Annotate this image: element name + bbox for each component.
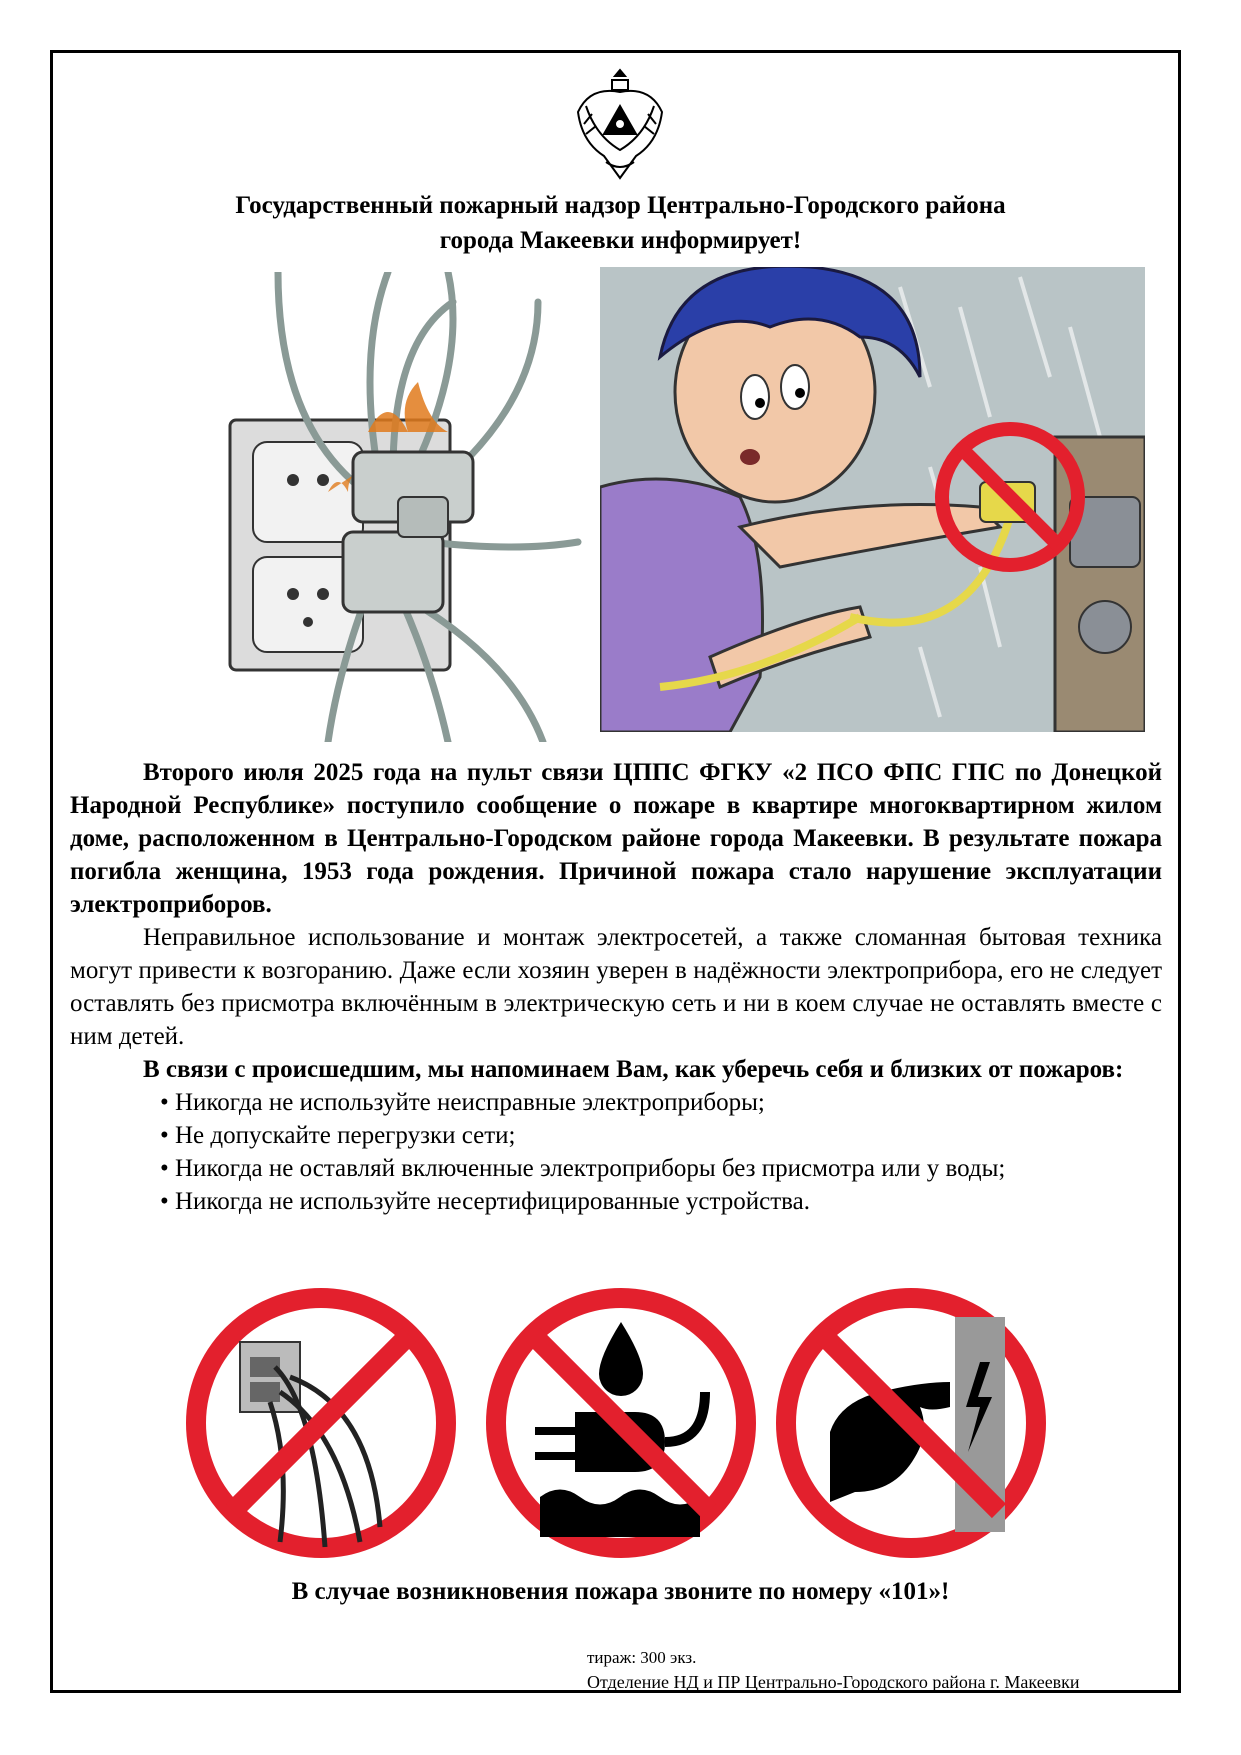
no-touch-electric-sign-icon bbox=[770, 1282, 1052, 1564]
emergency-call-line: В случае возникновения пожара звоните по номеру «101»! bbox=[291, 1578, 950, 1605]
warning-paragraph: Неправильное использование и монтаж электросетей, а также сломанная бытовая техника могут привести к возгоранию. Даже если хозяин уверен в надёжности электроприбора, его не следует оставлять без присмотра включённым в электрическую сеть и ни в коем случае не оставлять вместе с ним детей. bbox=[70, 924, 1162, 1050]
title-line-2: города Макеевки информирует! bbox=[439, 227, 802, 254]
list-item: • Никогда не используйте несертифицированные устройства. bbox=[160, 1188, 810, 1215]
incident-paragraph: Второго июля 2025 года на пульт связи ЦППС ФГКУ «2 ПСО ФПС ГПС по Донецкой Народной Республике» поступило сообщение о пожаре в квартире многоквартирном жилом доме, расположенном в Центрально-Городском районе города Макеевки. В результате пожара погибла женщина, 1953 года рождения. Причиной пожара стало нарушение эксплуатации электроприборов. bbox=[70, 759, 1162, 918]
body-text bbox=[70, 756, 1162, 1218]
department-name: Отделение НД и ПР Центрально-Городского района г. Макеевки bbox=[587, 1672, 1080, 1692]
no-water-sign-icon bbox=[480, 1282, 762, 1564]
page-title bbox=[100, 188, 1141, 258]
no-overload-sign-icon bbox=[180, 1282, 462, 1564]
list-item: • Никогда не оставляй включенные электроприборы без присмотра или у воды; bbox=[160, 1155, 1006, 1182]
boy-wet-socket-illustration bbox=[600, 267, 1145, 732]
list-item: • Никогда не используйте неисправные электроприборы; bbox=[160, 1089, 765, 1116]
reminder-paragraph: В связи с происшедшим, мы напоминаем Вам, как уберечь себя и близких от пожаров: bbox=[143, 1056, 1124, 1083]
overloaded-socket-illustration bbox=[218, 272, 588, 742]
list-item: • Не допускайте перегрузки сети; bbox=[160, 1122, 516, 1149]
emblem-icon bbox=[572, 66, 668, 184]
title-line-1: Государственный пожарный надзор Центрально-Городского района bbox=[235, 192, 1006, 219]
print-run: тираж: 300 экз. bbox=[587, 1648, 697, 1667]
safety-rules-list bbox=[70, 1086, 1162, 1218]
